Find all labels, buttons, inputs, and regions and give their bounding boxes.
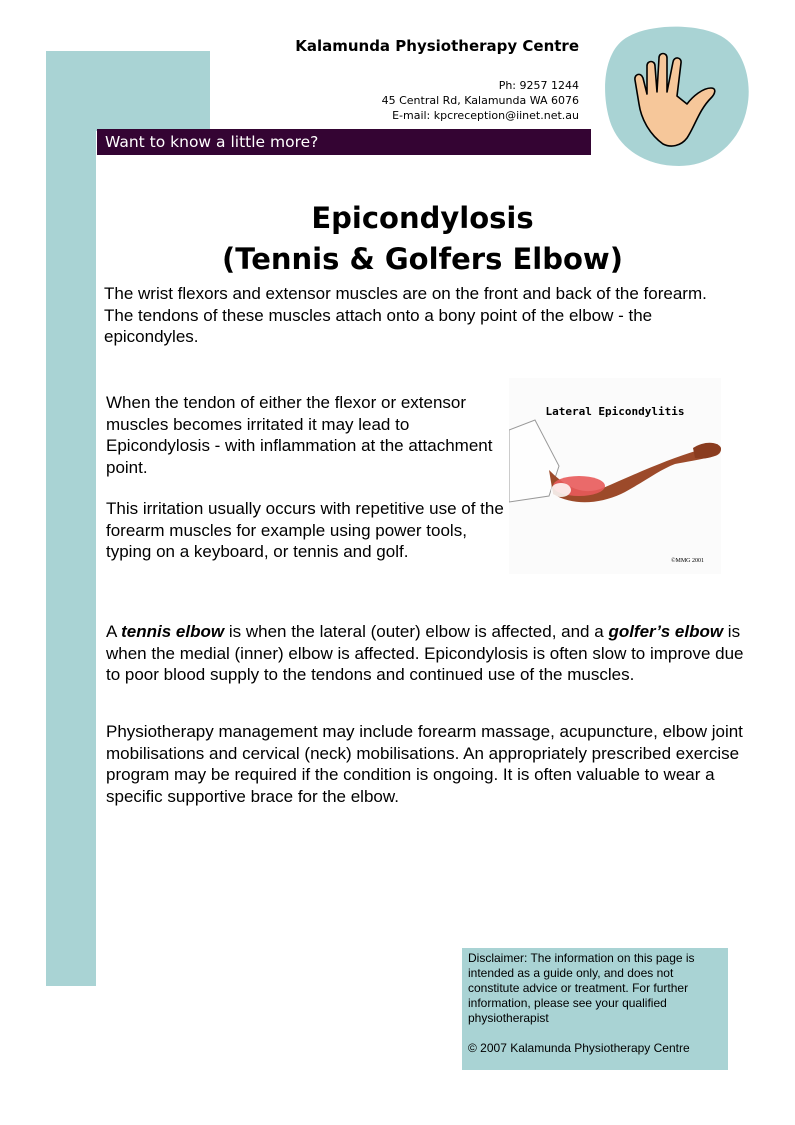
title-line-2: (Tennis & Golfers Elbow)	[222, 242, 623, 276]
disclaimer-copyright: © 2007 Kalamunda Physiotherapy Centre	[468, 1041, 690, 1055]
tennis-elbow-term: tennis elbow	[121, 622, 225, 641]
definition-article: A	[106, 622, 117, 641]
definition-paragraph	[106, 621, 746, 686]
page-title	[150, 198, 695, 280]
contact-block	[382, 78, 579, 123]
definition-rest: is when the medial (inner) elbow is affected. Epicondylosis is often slow to improve due to poor blood supply to the tendons and continued use of the muscles.	[106, 622, 744, 684]
clinic-name: Kalamunda Physiotherapy Centre	[295, 37, 579, 55]
disclaimer-box	[462, 948, 728, 1070]
cause-paragraph: This irritation usually occurs with repetitive use of the forearm muscles for example using power tools, typing on a keyboard, or tennis and golf.	[106, 499, 504, 561]
irritation-paragraph: When the tendon of either the flexor or extensor muscles becomes irritated it may lead to Epicondylosis - with inflammation at the attachment point.	[106, 393, 493, 477]
section-banner: Want to know a little more?	[97, 129, 591, 155]
illustration-copyright: ©MMG 2001	[670, 558, 704, 564]
sidebar-decoration	[46, 51, 96, 986]
lateral-epicondylitis-illustration	[509, 378, 721, 574]
title-line-1: Epicondylosis	[311, 201, 534, 235]
illustration-caption: Lateral Epicondylitis	[545, 405, 685, 418]
management-paragraph: Physiotherapy management may include forearm massage, acupuncture, elbow joint mobilisations and cervical (neck) mobilisations. An appropriately prescribed exercise program may be required if the condition is ongoing. It is often valuable to wear a specific supportive brace for the elbow.	[106, 722, 743, 806]
clinic-address: 45 Central Rd, Kalamunda WA 6076	[381, 94, 579, 107]
disclaimer-text: Disclaimer: The information on this page is intended as a guide only, and does not constitute advice or treatment. For further information, please see your qualified physiotherapist	[468, 951, 695, 1025]
hand-logo-icon	[603, 22, 751, 168]
clinic-email: E-mail: kpcreception@iinet.net.au	[392, 109, 579, 122]
intro-paragraph: The wrist flexors and extensor muscles are on the front and back of the forearm. The tendons of these muscles attach onto a bony point of the elbow - the epicondyles.	[104, 284, 707, 346]
clinic-phone: Ph: 9257 1244	[498, 79, 579, 92]
golfers-elbow-term: golfer’s elbow	[608, 622, 724, 641]
definition-middle: is when the lateral (outer) elbow is affected, and a	[228, 622, 604, 641]
